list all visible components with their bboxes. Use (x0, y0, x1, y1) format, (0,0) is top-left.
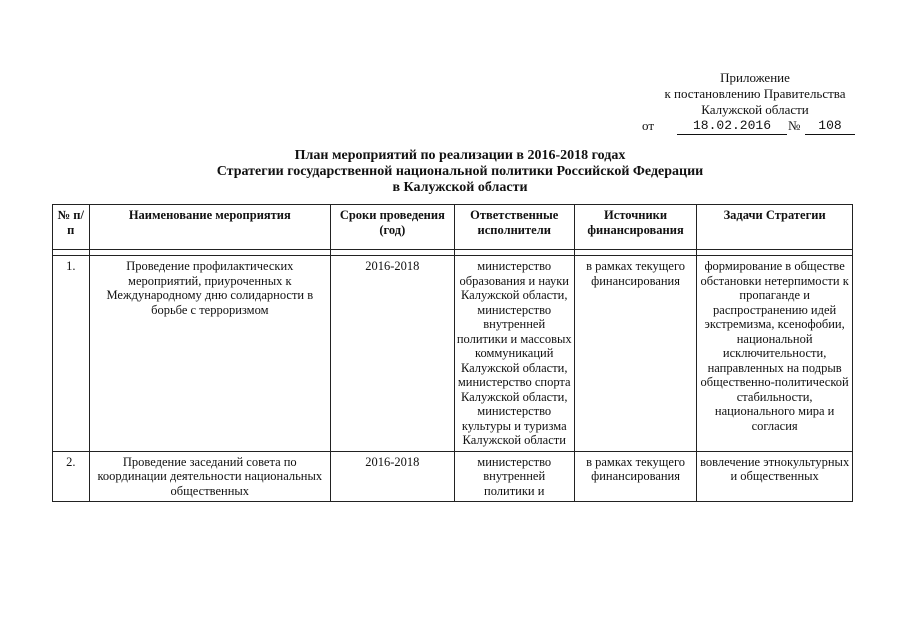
header-tasks: Задачи Стратегии (697, 205, 853, 250)
appendix-block (620, 70, 890, 134)
number-label: № (788, 118, 801, 133)
from-label: от (642, 118, 655, 133)
appendix-line-2: к постановлению Правительства (664, 86, 846, 101)
appendix-line-3: Калужской области (701, 102, 809, 117)
header-num: № п/п (53, 205, 90, 250)
row-num: 1. (53, 256, 90, 452)
header-funding: Источники финансирования (574, 205, 696, 250)
table-header-row (53, 205, 853, 250)
table-row (53, 451, 853, 502)
decree-date: 18.02.2016 (677, 118, 787, 135)
title-line-1: План мероприятий по реализации в 2016-2018 годах (294, 148, 626, 163)
title-line-3: в Калужской области (392, 180, 528, 195)
row-funding: в рамках текущего финансирования (574, 256, 696, 452)
activities-table (52, 204, 853, 502)
document-title (150, 148, 770, 196)
header-terms: Сроки проведения (год) (331, 205, 454, 250)
row-tasks: формирование в обществе обстановки нетерпимости к пропаганде и распространению идей экстремизма, ксенофобии, национальной исключительности, направленных на подрыв общественно-политической стабильности, национального мира и согласия (697, 256, 853, 452)
row-name: Проведение заседаний совета по координации деятельности национальных общественных (89, 451, 331, 502)
row-name: Проведение профилактических мероприятий, приуроченных к Международному дню солидарности в борьбе с терроризмом (89, 256, 331, 452)
appendix-line-1: Приложение (720, 70, 790, 85)
header-responsible: Ответственные исполнители (454, 205, 574, 250)
title-line-2: Стратегии государственной национальной политики Российской Федерации (216, 164, 704, 179)
row-tasks: вовлечение этнокультурных и общественных (697, 451, 853, 502)
row-responsible: министерство внутренней политики и (454, 451, 574, 502)
row-funding: в рамках текущего финансирования (574, 451, 696, 502)
decree-number: 108 (805, 118, 855, 135)
row-terms: 2016-2018 (331, 256, 454, 452)
row-responsible: министерство образования и науки Калужской области, министерство внутренней политики и массовых коммуникаций Калужской области, министерство спорта Калужской области, министерство культуры и туризма Калужской области (454, 256, 574, 452)
appendix-date-line (620, 118, 890, 134)
row-num: 2. (53, 451, 90, 502)
row-terms: 2016-2018 (331, 451, 454, 502)
table-row (53, 256, 853, 452)
header-name: Наименование мероприятия (89, 205, 331, 250)
